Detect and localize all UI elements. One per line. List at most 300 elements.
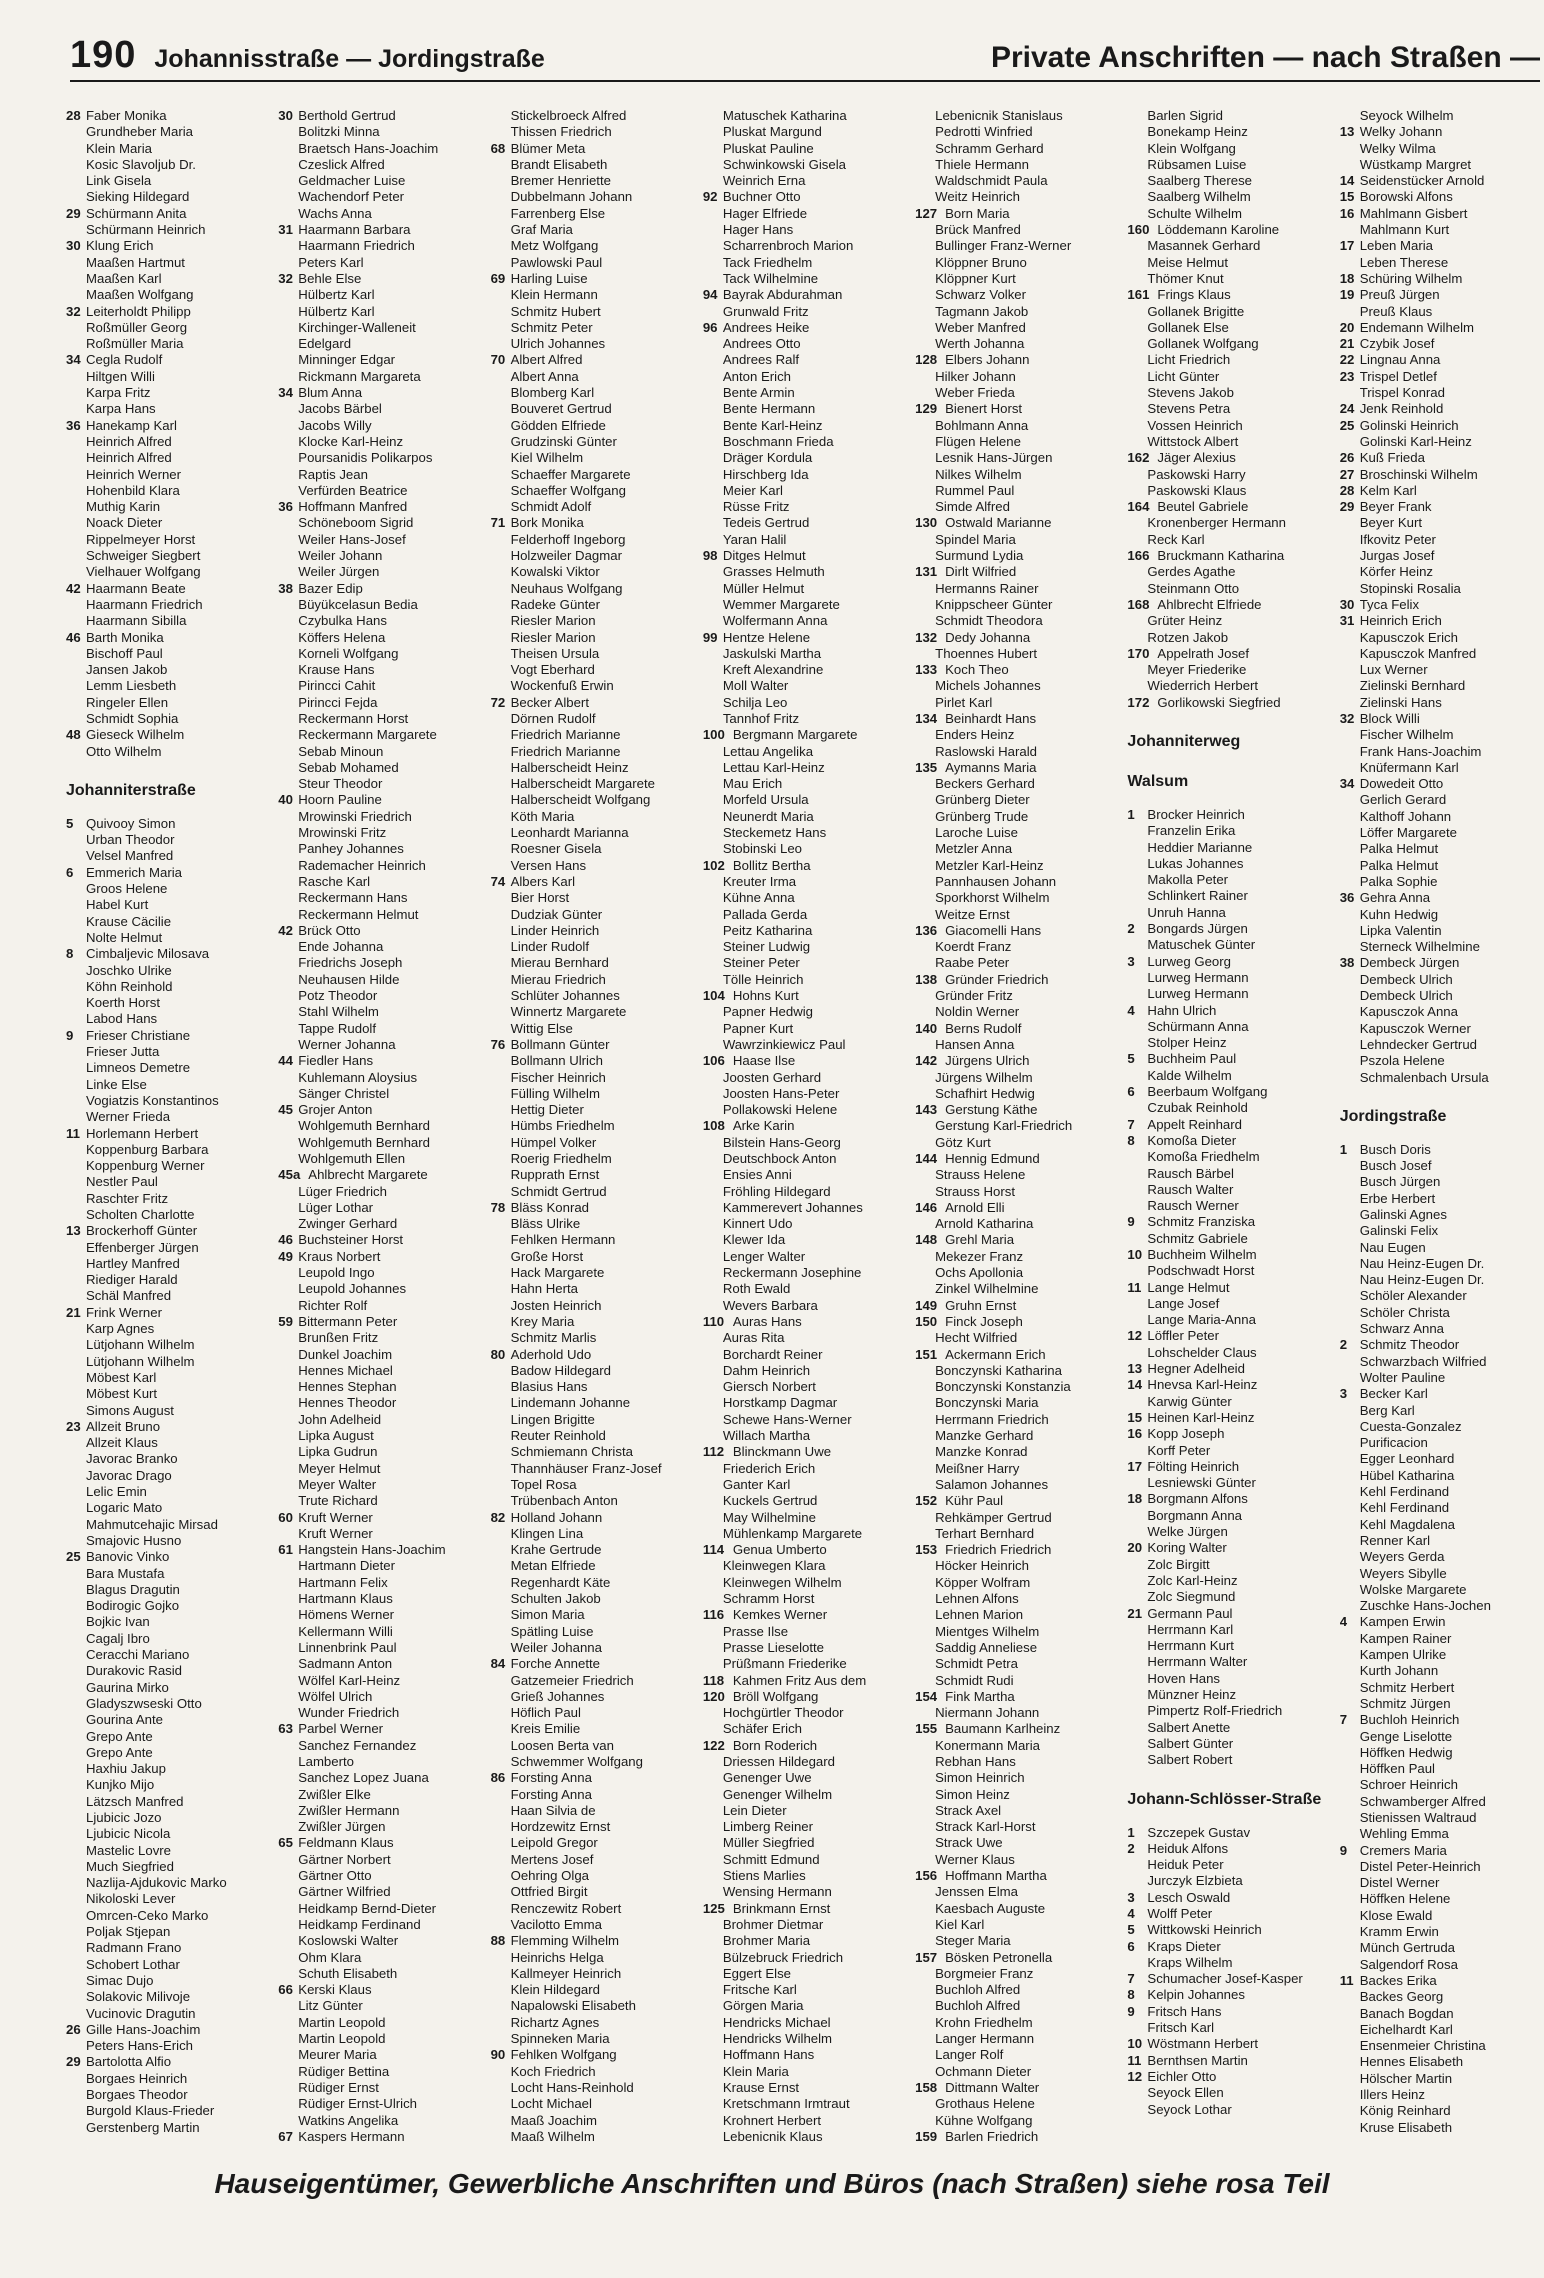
resident-name: Schilja Leo (722, 694, 788, 710)
resident-name: Grünberg Trude (935, 808, 1029, 824)
resident-name: Gerlich Gerard (1359, 792, 1447, 808)
resident-name: Fülling Wilhelm (510, 1085, 600, 1101)
header-left (70, 34, 545, 77)
resident-name: Bongards Jürgen (1147, 921, 1248, 937)
house-number: 153 (915, 1542, 938, 1558)
directory-entry (66, 662, 268, 678)
house-number: 88 (490, 1933, 506, 1949)
directory-entry (915, 1656, 1117, 1672)
resident-name: Hoffmann Manfred (298, 499, 408, 515)
directory-entry (66, 1223, 268, 1239)
resident-name: Otto Wilhelm (86, 743, 162, 759)
resident-name: Schmitz Gabriele (1147, 1230, 1248, 1246)
directory-entry (278, 1184, 480, 1200)
resident-name: Klewer Ida (722, 1232, 786, 1248)
resident-name: Jaskulski Martha (722, 645, 822, 661)
house-number: 65 (278, 1835, 293, 1851)
resident-name: Weiler Hans-Josef (298, 531, 406, 547)
directory-entry (1127, 662, 1329, 678)
resident-name: Szczepek Gustav (1147, 1824, 1251, 1840)
resident-name: Tölle Heinrich (722, 971, 804, 987)
directory-entry (491, 1998, 693, 2014)
directory-entry (66, 515, 268, 531)
resident-name: Weber Manfred (935, 319, 1026, 335)
resident-name: Lehndecker Gertrud (1359, 1036, 1477, 1052)
directory-entry (278, 1151, 480, 1167)
resident-name: Wachs Anna (298, 205, 372, 221)
resident-name: Josten Heinrich (510, 1297, 602, 1313)
resident-name: Simde Alfred (935, 499, 1010, 515)
resident-name: Michels Johannes (935, 678, 1041, 694)
directory-entry (278, 1102, 480, 1118)
resident-name: Kinnert Udo (722, 1216, 793, 1232)
resident-name: Weber Frieda (935, 385, 1015, 401)
directory-entry (703, 1689, 905, 1705)
directory-entry (66, 2120, 268, 2136)
directory-entry (915, 1477, 1117, 1493)
directory-entry (491, 2096, 693, 2112)
directory-entry (915, 1298, 1117, 1314)
directory-entry (491, 939, 693, 955)
resident-name: Joosten Hans-Peter (722, 1085, 840, 1101)
directory-entry (1340, 1729, 1542, 1745)
house-number: 156 (915, 1868, 938, 1884)
resident-name: Gieseck Wilhelm (86, 727, 185, 743)
directory-entry (278, 1086, 480, 1102)
house-number: 27 (1339, 466, 1355, 482)
resident-name: Mierau Friedrich (510, 971, 606, 987)
directory-entry (915, 304, 1117, 320)
directory-entry (278, 1118, 480, 1134)
house-number: 98 (702, 548, 718, 564)
directory-entry (491, 923, 693, 939)
directory-entry (703, 1656, 905, 1672)
directory-entry (66, 1288, 268, 1304)
resident-name: Dembeck Ulrich (1359, 988, 1453, 1004)
directory-entry (703, 1037, 905, 1053)
directory-entry (491, 450, 693, 466)
resident-name: Kretschmann Irmtraut (722, 2096, 850, 2112)
directory-entry (703, 304, 905, 320)
directory-entry (1340, 972, 1542, 988)
directory-entry (278, 1021, 480, 1037)
resident-name: Haarmann Beate (86, 580, 186, 596)
resident-name: Strauss Horst (935, 1183, 1016, 1199)
directory-entry (703, 1558, 905, 1574)
resident-name: Koppenburg Barbara (86, 1141, 209, 1157)
directory-entry (491, 597, 693, 613)
resident-name: Heinen Karl-Heinz (1147, 1409, 1255, 1425)
house-number: 18 (1339, 270, 1355, 286)
resident-name: Wiederrich Herbert (1147, 678, 1259, 694)
resident-name: Nolte Helmut (86, 929, 163, 945)
directory-entry (491, 141, 693, 157)
resident-name: Brinkmann Ernst (732, 1900, 831, 1916)
resident-name: Jenk Reinhold (1359, 401, 1444, 417)
resident-name: Höffken Paul (1359, 1761, 1435, 1777)
resident-name: Much Siegfried (86, 1858, 174, 1874)
resident-name: Heinrich Alfred (86, 450, 172, 466)
directory-entry (278, 1510, 480, 1526)
directory-entry (278, 1835, 480, 1851)
directory-entry (915, 1640, 1117, 1656)
resident-name: Hegner Adelheid (1147, 1361, 1245, 1377)
directory-entry (703, 792, 905, 808)
directory-entry (915, 1265, 1117, 1281)
resident-name: Schmiemann Christa (510, 1444, 633, 1460)
resident-name: Reckermann Helmut (298, 906, 419, 922)
resident-name: Haarmann Friedrich (298, 238, 415, 254)
resident-name: Halberscheidt Heinz (510, 759, 629, 775)
directory-entry (278, 1558, 480, 1574)
resident-name: Schumacher Josef-Kasper (1147, 1971, 1303, 1987)
directory-entry (66, 1109, 268, 1125)
page-number: 190 (70, 34, 137, 76)
directory-entry (1127, 271, 1329, 287)
directory-entry (1127, 401, 1329, 417)
resident-name: Lelic Emin (86, 1484, 147, 1500)
directory-entry (703, 695, 905, 711)
house-number: 7 (1127, 1116, 1135, 1132)
resident-name: Gourina Ante (86, 1712, 163, 1728)
resident-name: Giersch Norbert (722, 1379, 816, 1395)
resident-name: Kellermann Willi (298, 1623, 393, 1639)
house-number: 22 (1339, 352, 1355, 368)
directory-entry (1340, 1794, 1542, 1810)
directory-entry (703, 825, 905, 841)
resident-name: Haan Silvia de (510, 1802, 596, 1818)
directory-entry (278, 1770, 480, 1786)
resident-name: Köpper Wolfram (935, 1574, 1031, 1590)
resident-name: Gollanek Brigitte (1147, 303, 1245, 319)
resident-name: Willach Martha (722, 1428, 811, 1444)
resident-name: Finck Joseph (945, 1313, 1023, 1329)
directory-entry (1340, 287, 1542, 303)
directory-entry (491, 1770, 693, 1786)
resident-name: Manzke Gerhard (935, 1428, 1034, 1444)
resident-name: Thiele Hermann (935, 156, 1029, 172)
resident-name: Knüfermann Karl (1359, 759, 1459, 775)
house-number: 151 (915, 1346, 938, 1362)
resident-name: Wevers Barbara (722, 1297, 818, 1313)
directory-entry (1340, 1761, 1542, 1777)
house-number: 10 (1127, 2036, 1143, 2052)
resident-name: Rausch Werner (1147, 1198, 1239, 1214)
directory-entry (278, 760, 480, 776)
directory-entry (703, 141, 905, 157)
directory-entry (703, 1118, 905, 1134)
resident-name: Werth Johanna (935, 336, 1025, 352)
directory-entry (278, 1868, 480, 1884)
directory-entry (278, 1754, 480, 1770)
directory-entry (66, 1598, 268, 1614)
directory-entry (1127, 564, 1329, 580)
directory-entry (915, 1493, 1117, 1509)
resident-name: Buchloh Heinrich (1359, 1712, 1460, 1728)
house-number: 125 (702, 1900, 725, 1916)
house-number: 61 (278, 1542, 293, 1558)
resident-name: Rippelmeyer Horst (86, 531, 196, 547)
directory-entry (703, 450, 905, 466)
resident-name: Vogiatzis Konstantinos (86, 1092, 219, 1108)
directory-entry (491, 304, 693, 320)
directory-entry (915, 320, 1117, 336)
directory-entry (915, 858, 1117, 874)
resident-name: Kiel Wilhelm (510, 450, 584, 466)
house-number: 32 (66, 303, 81, 319)
directory-entry (278, 907, 480, 923)
resident-name: Metan Elfriede (510, 1558, 596, 1574)
resident-name: Lebenicnik Stanislaus (935, 108, 1063, 123)
directory-entry (915, 1966, 1117, 1982)
resident-name: Haarmann Sibilla (86, 613, 187, 629)
house-number: 166 (1127, 548, 1150, 564)
directory-entry (1340, 825, 1542, 841)
directory-entry (915, 1004, 1117, 1020)
directory-entry (278, 548, 480, 564)
directory-entry (1127, 695, 1329, 711)
directory-entry (1340, 1191, 1542, 1207)
directory-entry (491, 336, 693, 352)
directory-entry (278, 1216, 480, 1232)
directory-entry (66, 369, 268, 385)
house-number: 13 (1127, 1361, 1143, 1377)
directory-entry (915, 1787, 1117, 1803)
house-number: 164 (1127, 499, 1150, 515)
house-number: 46 (66, 629, 81, 645)
directory-entry (1340, 907, 1542, 923)
resident-name: Prasse Lieselotte (722, 1639, 825, 1655)
directory-entry (915, 1575, 1117, 1591)
resident-name: Borgmeier Franz (935, 1965, 1034, 1981)
directory-entry (703, 1493, 905, 1509)
resident-name: Salbert Anette (1147, 1719, 1231, 1735)
directory-entry (1340, 662, 1542, 678)
directory-entry (915, 564, 1117, 580)
directory-entry (703, 1950, 905, 1966)
resident-name: Dahm Heinrich (722, 1362, 811, 1378)
directory-entry (703, 1330, 905, 1346)
directory-entry (278, 1656, 480, 1672)
resident-name: Bara Mustafa (86, 1565, 165, 1581)
resident-name: Schmitt Edmund (722, 1851, 820, 1867)
directory-entry (491, 1461, 693, 1477)
resident-name: Frieser Christiane (86, 1027, 191, 1043)
resident-name: Potz Theodor (298, 988, 378, 1004)
house-number: 29 (66, 2054, 81, 2070)
resident-name: Fischer Wilhelm (1359, 727, 1454, 743)
directory-entry (703, 597, 905, 613)
directory-entry (1340, 1321, 1542, 1337)
directory-entry (1127, 1736, 1329, 1752)
directory-entry (66, 2038, 268, 2054)
directory-entry (703, 222, 905, 238)
resident-name: Litz Günter (298, 1998, 363, 2014)
directory-entry (66, 1696, 268, 1712)
directory-entry (66, 630, 268, 646)
resident-name: Jacobs Bärbel (298, 401, 382, 417)
resident-name: Seyock Lothar (1147, 2101, 1232, 2117)
resident-name: Nilkes Wilhelm (935, 466, 1022, 482)
directory-entry (491, 238, 693, 254)
resident-name: Ostwald Marianne (945, 515, 1052, 531)
directory-entry (703, 1363, 905, 1379)
directory-entry (278, 841, 480, 857)
directory-entry (66, 995, 268, 1011)
directory-entry (66, 287, 268, 303)
directory-entry (1127, 597, 1329, 613)
resident-name: Heinrich Werner (86, 466, 182, 482)
directory-entry (1340, 2054, 1542, 2070)
resident-name: Schmitz Jürgen (1359, 1695, 1451, 1711)
directory-entry (1127, 840, 1329, 856)
directory-entry (703, 1884, 905, 1900)
resident-name: Beerbaum Wolfgang (1147, 1084, 1268, 1100)
resident-name: Leben Therese (1359, 254, 1449, 270)
directory-entry (703, 352, 905, 368)
directory-entry (491, 744, 693, 760)
directory-entry (1340, 1566, 1542, 1582)
directory-entry (491, 1673, 693, 1689)
resident-name: Papner Kurt (722, 1020, 794, 1036)
directory-entry (278, 1966, 480, 1982)
resident-name: Ensenmeier Christina (1359, 2038, 1486, 2054)
directory-entry (278, 581, 480, 597)
resident-name: Hanekamp Karl (86, 417, 177, 433)
directory-entry (66, 711, 268, 727)
resident-name: Roßmüller Georg (86, 319, 188, 335)
resident-name: Mahmutcehajic Mirsad (86, 1516, 218, 1532)
resident-name: Pawlowski Paul (510, 254, 603, 270)
directory-entry (491, 1835, 693, 1851)
directory-entry (915, 108, 1117, 124)
directory-entry (1127, 1720, 1329, 1736)
resident-name: Andrees Otto (722, 336, 801, 352)
resident-name: Kelpin Johannes (1147, 1987, 1245, 2003)
directory-entry (703, 1004, 905, 1020)
resident-name: Gollanek Else (1147, 319, 1229, 335)
directory-entry (1127, 1328, 1329, 1344)
resident-name: Hennes Michael (298, 1362, 393, 1378)
house-number: 9 (66, 1027, 74, 1043)
house-number: 4 (1127, 1002, 1135, 1018)
house-number: 28 (66, 108, 81, 123)
resident-name: Waldschmidt Paula (935, 173, 1048, 189)
directory-entry (915, 988, 1117, 1004)
resident-name: Allzeit Klaus (86, 1435, 158, 1451)
directory-entry (66, 1337, 268, 1353)
directory-entry (66, 189, 268, 205)
directory-entry (915, 678, 1117, 694)
resident-name: Klöppner Kurt (935, 270, 1016, 286)
directory-entry (278, 1461, 480, 1477)
directory-entry (703, 108, 905, 124)
directory-entry (278, 1395, 480, 1411)
house-number: 138 (915, 971, 938, 987)
directory-entry (278, 1542, 480, 1558)
directory-entry (66, 963, 268, 979)
resident-name: Bouveret Gertrud (510, 401, 612, 417)
directory-entry (491, 1086, 693, 1102)
resident-name: Hoffmann Martha (945, 1868, 1047, 1884)
house-number: 30 (66, 238, 81, 254)
resident-name: Arke Karin (732, 1118, 795, 1134)
directory-entry (491, 711, 693, 727)
resident-name: Masannek Gerhard (1147, 238, 1261, 254)
house-number: 8 (66, 946, 74, 962)
directory-entry (66, 1370, 268, 1386)
house-number: 10 (1127, 1247, 1143, 1262)
resident-name: Schmitz Hubert (510, 303, 601, 319)
resident-name: Loosen Berta van (510, 1737, 614, 1753)
directory-entry (491, 809, 693, 825)
directory-entry (278, 1298, 480, 1314)
resident-name: Schafhirt Hedwig (935, 1085, 1035, 1101)
resident-name: Badow Hildegard (510, 1362, 611, 1378)
directory-entry (1340, 1288, 1542, 1304)
resident-name: Ohm Klara (298, 1949, 362, 1965)
resident-name: Kahmen Fritz Aus dem (732, 1672, 867, 1688)
house-number: 7 (1339, 1712, 1348, 1728)
resident-name: Hirschberg Ida (722, 466, 809, 482)
resident-name: Kunjko Mijo (86, 1777, 155, 1793)
resident-name: Elbers Johann (945, 352, 1030, 368)
directory-entry (491, 189, 693, 205)
directory-entry (915, 1151, 1117, 1167)
resident-name: Omrcen-Ceko Marko (86, 1907, 209, 1923)
directory-entry (278, 434, 480, 450)
directory-entry (1127, 1247, 1329, 1263)
house-number: 63 (278, 1721, 293, 1737)
house-number: 94 (702, 287, 718, 303)
directory-entry (703, 760, 905, 776)
directory-entry (66, 1859, 268, 1875)
resident-name: Born Maria (945, 205, 1010, 221)
resident-name: Strack Karl-Horst (935, 1819, 1036, 1835)
directory-column-1 (66, 108, 268, 2148)
directory-entry (491, 890, 693, 906)
directory-entry (278, 1933, 480, 1949)
resident-name: Forsting Anna (510, 1770, 592, 1786)
resident-name: Brockerhoff Günter (86, 1223, 198, 1239)
directory-entry (1127, 1622, 1329, 1638)
directory-entry (278, 157, 480, 173)
resident-name: Burgold Klaus-Frieder (86, 2103, 215, 2119)
directory-entry (1127, 1987, 1329, 2003)
directory-entry (1340, 255, 1542, 271)
resident-name: Krohnert Herbert (722, 2112, 822, 2128)
resident-name: Banach Bogdan (1359, 2005, 1454, 2021)
directory-entry (278, 1982, 480, 1998)
resident-name: Kreft Alexandrine (722, 662, 824, 678)
resident-name: Genenger Wilhelm (722, 1786, 833, 1802)
directory-entry (491, 1151, 693, 1167)
house-number: 143 (915, 1102, 938, 1118)
directory-entry (1127, 1971, 1329, 1987)
resident-name: Friedrich Marianne (510, 727, 621, 743)
resident-name: Giacomelli Hans (945, 922, 1042, 938)
resident-name: Kühr Paul (945, 1493, 1004, 1509)
resident-name: Pluskat Pauline (722, 140, 814, 156)
directory-entry (278, 597, 480, 613)
resident-name: Saalberg Wilhelm (1147, 189, 1251, 205)
directory-entry (703, 972, 905, 988)
resident-name: Riesler Marion (510, 613, 596, 629)
resident-name: Vacilotto Emma (510, 1916, 602, 1932)
resident-name: Dunkel Joachim (298, 1346, 393, 1362)
directory-entry (66, 946, 268, 962)
directory-entry (703, 434, 905, 450)
